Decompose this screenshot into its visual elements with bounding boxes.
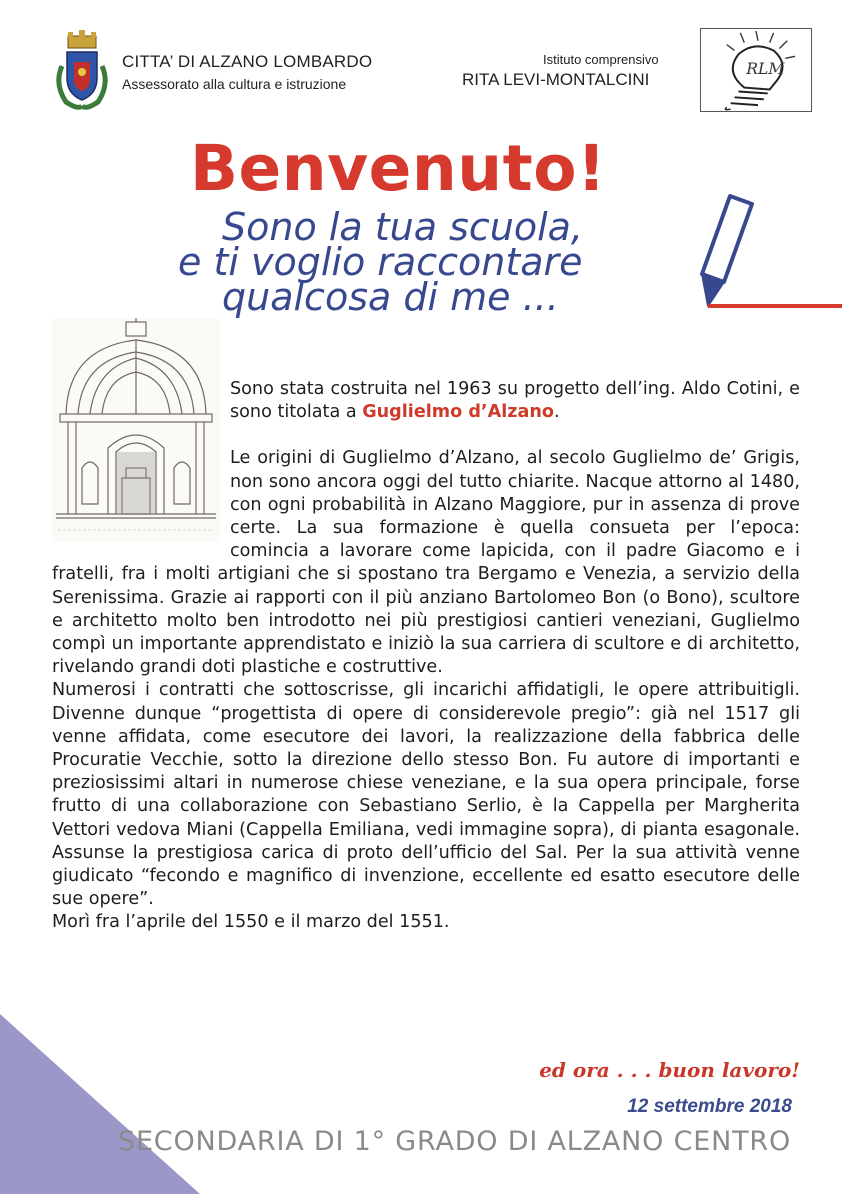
pencil-icon [690, 190, 842, 315]
namesake-highlight: Guglielmo d’Alzano [362, 402, 554, 423]
paragraph-1-end: . [553, 402, 560, 423]
subtitle-line-1: Sono la tua scuola, [222, 205, 583, 249]
body-text [52, 378, 800, 935]
city-department: Assessorato alla cultura e istruzione [122, 76, 347, 92]
coat-of-arms-icon [52, 28, 112, 110]
school-name: SECONDARIA DI 1° GRADO DI ALZANO CENTRO [118, 1126, 792, 1157]
paragraph-1-text: Sono stata costruita nel 1963 su progetto dell’ing. Aldo Cotini, e sono titolata a [230, 379, 800, 423]
closing-greeting: ed ora . . . buon lavoro! [539, 1058, 800, 1082]
corner-decoration [0, 1014, 200, 1194]
institute-label: Istituto comprensivo [543, 52, 659, 67]
paragraph-3: Numerosi i contratti che sottoscrisse, gli incarichi affidatigli, le opere attribuitigli. Divenne dunque “progettista di opere di considerevole pregio”: già nel 1517 gli venne affidata, come esecutore dei lavori, la realizzazione della fabbrica delle Procuratie Vecchie, sotto la direzione dello stesso Bon. Fu autore di importanti e preziosissimi altari in numerose chiese veneziane, e la sua opera principale, forse frutto di una collaborazione con Sebastiano Serlio, è la Cappella per Margherita Vettori vedova Miani (Cappella Emiliana, vedi immagine sopra), di pianta esagonale. Assunse la prestigiosa carica di proto dell’ufficio del Sal. Per la sua attività venne giudicato “fecondo e magnifico di invenzione, eccellente ed esatto esecutore delle sue opere”. [52, 680, 800, 910]
paragraph-4: Morì fra l’aprile del 1550 e il marzo del 1551. [52, 912, 450, 933]
lightbulb-logo-icon [700, 28, 812, 112]
subtitle-line-2: e ti voglio raccontare [178, 240, 583, 284]
event-date: 12 settembre 2018 [627, 1096, 792, 1117]
welcome-title: Benvenuto! [190, 132, 607, 205]
svg-text:RLM: RLM [746, 59, 785, 78]
institute-name: RITA LEVI-MONTALCINI [462, 70, 650, 89]
city-name: CITTA’ DI ALZANO LOMBARDO [122, 52, 373, 71]
subtitle-line-3: qualcosa di me ... [222, 275, 559, 319]
paragraph-2: Le origini di Guglielmo d’Alzano, al secolo Guglielmo de’ Grigis, non sono ancora oggi del tutto chiarite. Nacque attorno al 1480, con ogni probabilità in Alzano Maggiore, pur in assenza di prove certe. La sua formazione è quella consueta per l’epoca: comincia a lavorare come lapicida, con il padre Giacomo e i fratelli, fra i molti artigiani che si spostano tra Bergamo e Venezia, a servizio della Serenissima. Grazie ai rapporti con il più anziano Bartolomeo Bon (o Bono), scultore e architetto molto ben introdotto nei più prestigiosi cantieri veneziani, Guglielmo compì un importante apprendistato e iniziò la sua carriera di scultore e di architetto, rivelando grandi doti plastiche e costruttive. [52, 448, 800, 678]
